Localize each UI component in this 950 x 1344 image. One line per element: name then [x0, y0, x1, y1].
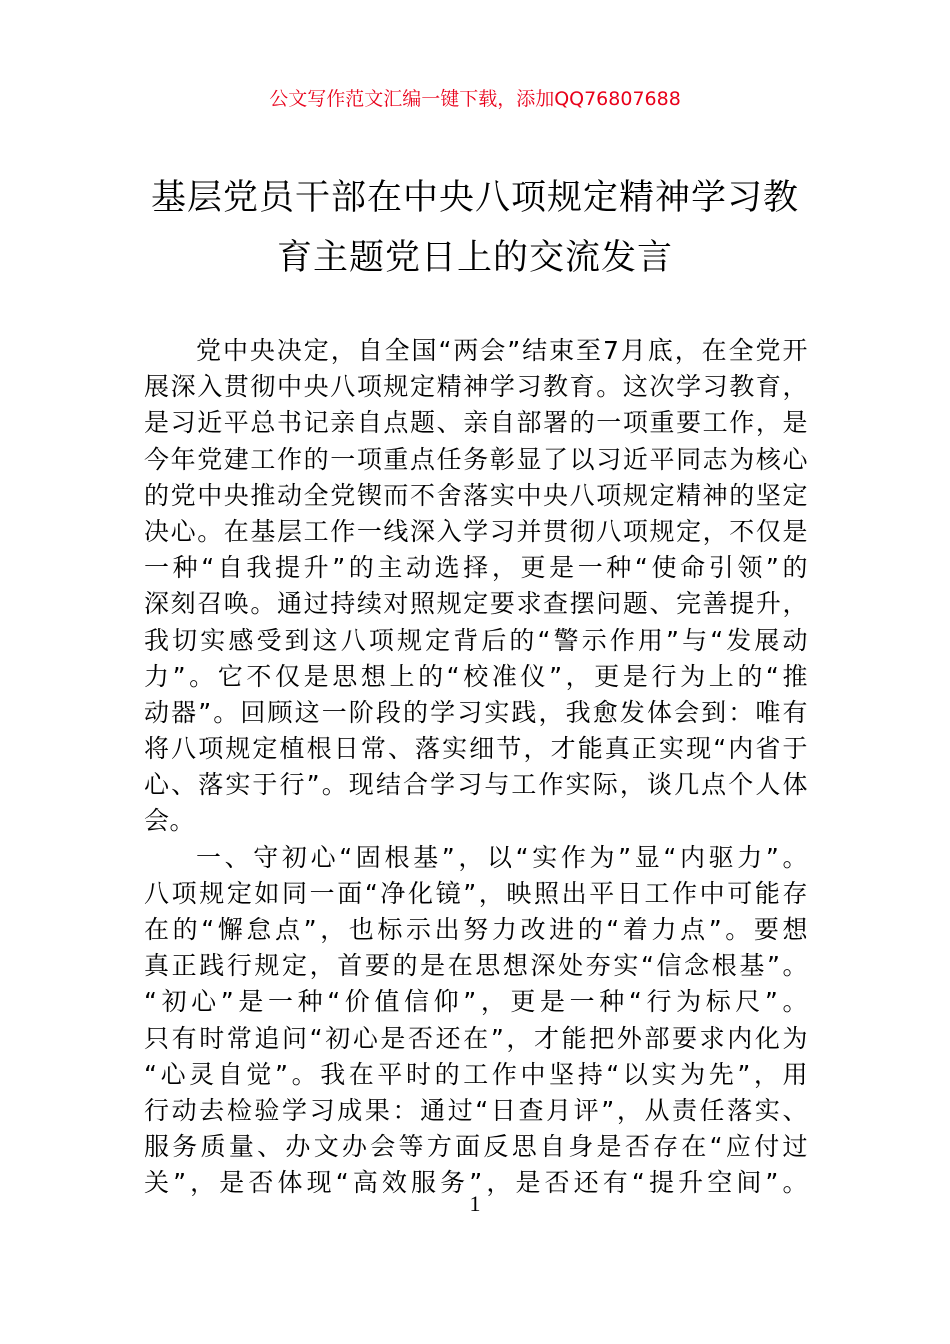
paragraph-line: 真正践行规定，首要的是在思想深处夯实“信念根基”。 [144, 951, 808, 981]
paragraph-line: 决心。在基层工作一线深入学习并贯彻八项规定，不仅是 [144, 516, 808, 546]
paragraph-line: 心、落实于行”。现结合学习与工作实际，谈几点个人体 [144, 770, 808, 800]
paragraph-line: 将八项规定植根日常、落实细节，才能真正实现“内省于 [144, 734, 808, 764]
document-body [144, 333, 808, 1202]
section-heading-line: 一、守初心“固根基”，以“实作为”显“内驱力”。 [196, 842, 808, 872]
paragraph-line: 是习近平总书记亲自点题、亲自部署的一项重要工作，是 [144, 408, 808, 438]
paragraph-line: 深刻召唤。通过持续对照规定要求查摆问题、完善提升， [144, 589, 808, 619]
document-title-line-2: 育主题党日上的交流发言 [276, 238, 673, 278]
paragraph-line: 服务质量、办文办会等方面反思自身是否存在“应付过 [144, 1132, 808, 1162]
document-title-line-1: 基层党员干部在中央八项规定精神学习教 [150, 178, 799, 218]
document-title [150, 168, 800, 288]
paragraph-line: 一种“自我提升”的主动选择，更是一种“使命引领”的 [144, 553, 808, 583]
download-promo-note: 公文写作范文汇编一键下载，添加QQ76807688 [269, 88, 681, 110]
paragraph-line: 的党中央推动全党锲而不舍落实中央八项规定精神的坚定 [144, 480, 808, 510]
paragraph-line: “初心”是一种“价值信仰”，更是一种“行为标尺”。 [144, 987, 808, 1017]
paragraph-line: 关”，是否体现“高效服务”，是否还有“提升空间”。 [144, 1168, 808, 1198]
paragraph-line: 展深入贯彻中央八项规定精神学习教育。这次学习教育， [144, 372, 808, 402]
paragraph-line: 我切实感受到这八项规定背后的“警示作用”与“发展动 [144, 625, 808, 655]
paragraph-line: 党中央决定，自全国“两会”结束至7月底，在全党开 [196, 336, 808, 365]
paragraph-line: 力”。它不仅是思想上的“校准仪”，更是行为上的“推 [144, 661, 808, 691]
page-number: 1 [469, 1191, 481, 1216]
paragraph-line: 八项规定如同一面“净化镜”，映照出平日工作中可能存 [144, 878, 808, 908]
paragraph-line: 只有时常追问“初心是否还在”，才能把外部要求内化为 [144, 1023, 808, 1053]
paragraph-line: 行动去检验学习成果：通过“日查月评”，从责任落实、 [144, 1095, 808, 1125]
paragraph-line: “心灵自觉”。我在平时的工作中坚持“以实为先”，用 [144, 1059, 808, 1089]
paragraph-line: 动器”。回顾这一阶段的学习实践，我愈发体会到：唯有 [144, 697, 808, 727]
paragraph-line: 在的“懈怠点”，也标示出努力改进的“着力点”。要想 [144, 915, 808, 944]
paragraph-line: 会。 [144, 806, 196, 836]
paragraph-line: 今年党建工作的一项重点任务彰显了以习近平同志为核心 [144, 444, 808, 474]
